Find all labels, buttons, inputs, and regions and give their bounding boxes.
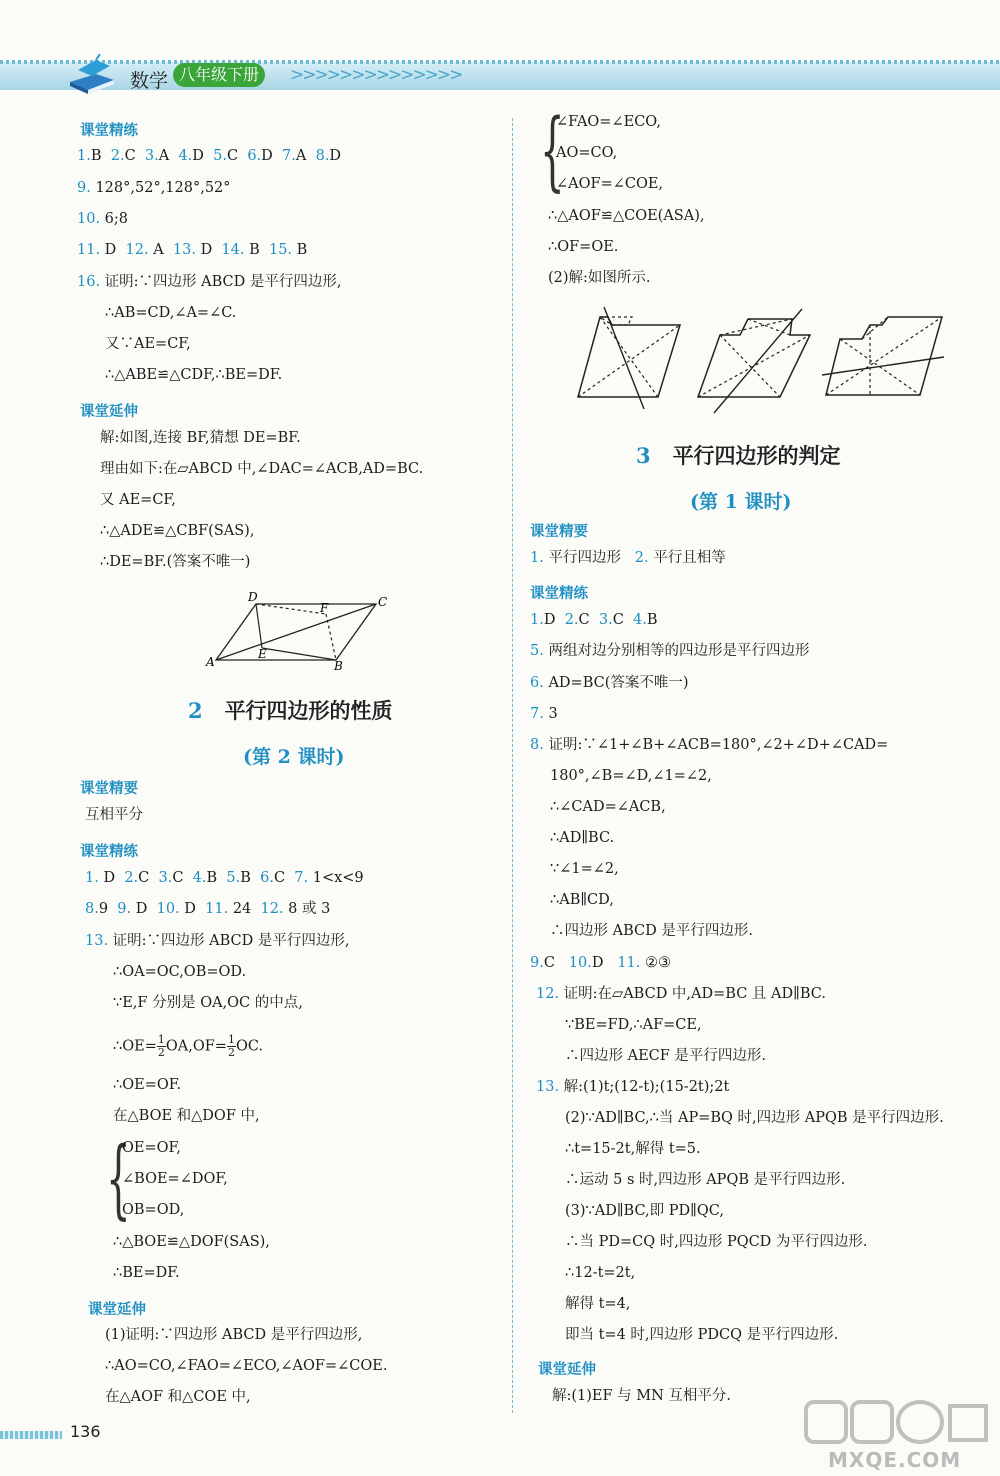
- answer-row: 1.D 2.C 3.C 4.B: [530, 612, 658, 628]
- answer-row: 7. 3: [530, 706, 558, 722]
- brace-line: ∠AOF=∠COE,: [556, 176, 664, 192]
- answer-row: 9. 128°,52°,128°,52°: [77, 180, 231, 196]
- proof-line: ∴OF=OE.: [548, 239, 619, 255]
- parallelogram-figure: [200, 588, 400, 674]
- section-heading: 课堂精练: [80, 123, 138, 139]
- solution-line: ∴DE=BF.(答案不唯一): [100, 554, 251, 570]
- lesson-title: 2 平行四边形的性质: [188, 698, 393, 723]
- proof-line: 即当 t=4 时,四边形 PDCQ 是平行四边形.: [565, 1327, 839, 1343]
- answer-row: 1. D 2.C 3.C 4.B 5.B 6.C 7. 1<x<9: [85, 870, 364, 886]
- section-heading: 课堂延伸: [538, 1362, 596, 1378]
- proof-line: ∴AB∥CD,: [550, 892, 614, 908]
- proof-line: ∴BE=DF.: [113, 1265, 180, 1281]
- proof-line: 180°,∠B=∠D,∠1=∠2,: [550, 768, 712, 784]
- proof-line: ∴∠CAD=∠ACB,: [550, 799, 666, 815]
- proof-line: ∴四边形 AECF 是平行四边形.: [565, 1048, 767, 1064]
- proof-line: ∵E,F 分别是 OA,OC 的中点,: [113, 995, 303, 1011]
- proof-line: ∴OA=OC,OB=OD.: [113, 964, 247, 980]
- section-heading: 课堂精练: [80, 844, 138, 860]
- proof-line: ∵BE=FD,∴AF=CE,: [565, 1017, 702, 1033]
- proof-line: ∴AB=CD,∠A=∠C.: [105, 305, 237, 321]
- section-heading: 课堂延伸: [80, 404, 138, 420]
- proof-line: 8. 证明:∵∠1+∠B+∠ACB=180°,∠2+∠D+∠CAD=: [530, 737, 889, 753]
- header-banner: [0, 54, 1000, 100]
- proof-line: ∴AD∥BC.: [550, 830, 615, 846]
- brace-line: ∠FAO=∠ECO,: [556, 114, 661, 130]
- label-c: C: [378, 595, 388, 609]
- grade-badge: 八年级下册: [173, 63, 265, 87]
- proof-line: ∴OE=OF.: [113, 1077, 182, 1093]
- right-brace: {: [540, 101, 565, 201]
- brace-line: AO=CO,: [556, 145, 618, 161]
- solution-line: 解:如图,连接 BF,猜想 DE=BF.: [100, 430, 301, 446]
- section-heading: 课堂精练: [530, 586, 588, 602]
- lesson-subtitle: (第 1 课时): [690, 491, 792, 513]
- proof-line: ∴t=15-2t,解得 t=5.: [565, 1141, 701, 1157]
- fraction-half: $\frac{1}{2}$: [227, 1033, 235, 1059]
- figure-2: [698, 309, 810, 413]
- proof-line: ∴△BOE≌△DOF(SAS),: [113, 1234, 270, 1250]
- solution-line: 解:(1)EF 与 MN 互相平分.: [552, 1388, 732, 1404]
- proof-line: 在△BOE 和△DOF 中,: [113, 1108, 260, 1124]
- lesson-subtitle: (第 2 课时): [243, 746, 345, 768]
- proof-line: 13. 证明:∵四边形 ABCD 是平行四边形,: [85, 933, 350, 949]
- solution-line: 又 AE=CF,: [100, 492, 176, 508]
- column-divider: [512, 118, 513, 1413]
- proof-line: 13. 解:(1)t;(12-t);(15-2t);2t: [536, 1079, 730, 1095]
- proof-line: ∴当 PD=CQ 时,四边形 PQCD 为平行四边形.: [565, 1234, 868, 1250]
- figure-1: [578, 307, 680, 409]
- brace-line: OB=OD,: [122, 1202, 185, 1218]
- proof-line: 又∵AE=CF,: [105, 336, 191, 352]
- answer-row: 5. 两组对边分别相等的四边形是平行四边形: [530, 643, 810, 659]
- label-f: F: [320, 601, 329, 615]
- proof-line: 12. 证明:在▱ABCD 中,AD=BC 且 AD∥BC.: [536, 986, 826, 1002]
- book-icon: [66, 54, 118, 96]
- lesson-title: 3 平行四边形的判定: [636, 443, 841, 468]
- banner-dots: [0, 60, 1000, 64]
- proof-line: (2)解:如图所示.: [548, 270, 651, 286]
- answer-row: 6. AD=BC(答案不唯一): [530, 675, 689, 691]
- answer-row: 1.B 2.C 3.A 4.D 5.C 6.D 7.A 8.D: [77, 148, 342, 164]
- solution-line: 理由如下:在▱ABCD 中,∠DAC=∠ACB,AD=BC.: [100, 461, 424, 477]
- label-b: B: [334, 659, 343, 673]
- proof-line: 在△AOF 和△COE 中,: [105, 1389, 251, 1405]
- section-heading: 课堂精要: [530, 524, 588, 540]
- subject-label: 数学: [130, 70, 169, 92]
- section-heading: 课堂精要: [80, 781, 138, 797]
- fraction-half: $\frac{1}{2}$: [157, 1033, 165, 1059]
- folding-figures: [570, 305, 970, 415]
- proof-line: ∴AO=CO,∠FAO=∠ECO,∠AOF=∠COE.: [105, 1358, 388, 1374]
- proof-line: ∴12-t=2t,: [565, 1265, 636, 1281]
- answer-row: 10. 6;8: [77, 211, 129, 227]
- label-e: E: [258, 647, 267, 661]
- key-point: 互相平分: [85, 807, 143, 823]
- label-d: D: [248, 590, 258, 604]
- page-number-bar: [0, 1431, 62, 1439]
- answer-row: 11. D 12. A 13. D 14. B 15. B: [77, 242, 308, 258]
- proof-line: 16. 证明:∵四边形 ABCD 是平行四边形,: [77, 274, 342, 290]
- proof-line: 解得 t=4,: [565, 1296, 631, 1312]
- proof-line: ∴运动 5 s 时,四边形 APQB 是平行四边形.: [565, 1172, 846, 1188]
- proof-line: ∴△ABE≌△CDF,∴BE=DF.: [105, 367, 283, 383]
- left-brace: {: [106, 1129, 131, 1229]
- key-point-row: 1. 平行四边形 2. 平行且相等: [530, 550, 726, 566]
- proof-line: (1)证明:∵四边形 ABCD 是平行四边形,: [105, 1327, 363, 1343]
- section-heading: 课堂延伸: [88, 1302, 146, 1318]
- fraction-line: ∴OE= $\frac{1}{2}$ OA,OF= $\frac{1}{2}$ OC.: [113, 1033, 264, 1059]
- watermark-text: MXQE.COM: [828, 1448, 962, 1472]
- figure-3: [822, 317, 944, 395]
- answer-row: 9.C 10.D 11. ②③: [530, 955, 671, 971]
- brace-line: ∠BOE=∠DOF,: [122, 1171, 228, 1187]
- brace-line: OE=OF,: [122, 1140, 181, 1156]
- proof-line: (3)∵AD∥BC,即 PD∥QC,: [565, 1203, 724, 1219]
- banner-chevrons: >>>>>>>>>>>>>>: [290, 65, 462, 85]
- proof-line: ∴△AOF≌△COE(ASA),: [548, 208, 705, 224]
- proof-line: ∴四边形 ABCD 是平行四边形.: [550, 923, 753, 939]
- label-a: A: [206, 655, 215, 669]
- solution-line: ∴△ADE≌△CBF(SAS),: [100, 523, 255, 539]
- answer-row: 8.9 9. D 10. D 11. 24 12. 8 或 3: [85, 901, 331, 917]
- proof-line: ∵∠1=∠2,: [550, 861, 619, 877]
- page-number: 136: [70, 1422, 101, 1441]
- proof-line: (2)∵AD∥BC,∴当 AP=BQ 时,四边形 APQB 是平行四边形.: [565, 1110, 944, 1126]
